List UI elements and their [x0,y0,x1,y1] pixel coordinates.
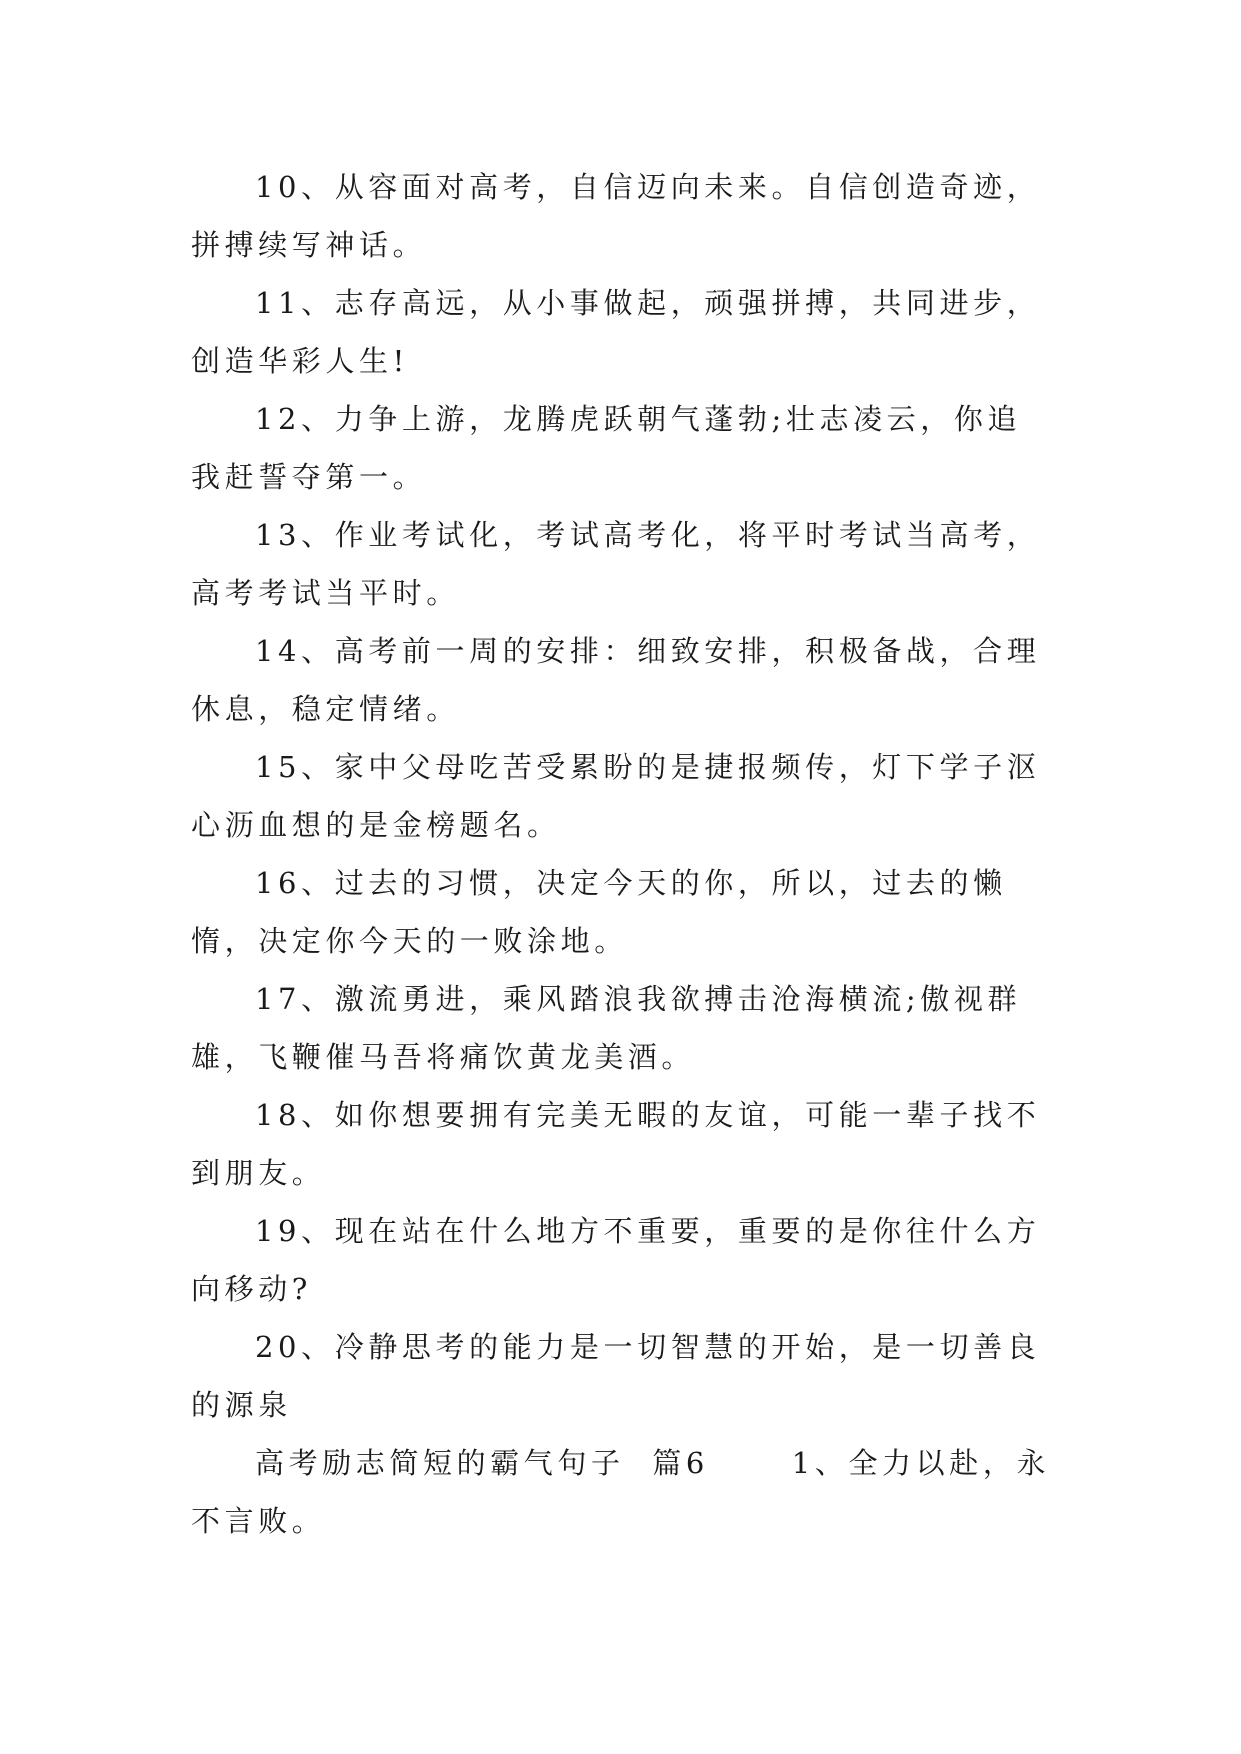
section-heading-paragraph: 高考励志简短的霸气句子 篇6 1、全力以赴，永不言败。 [191,1446,1051,1538]
paragraph-13: 13、作业考试化，考试高考化，将平时考试当高考，高考考试当平时。 [191,518,1041,610]
paragraph-20: 20、冷静思考的能力是一切智慧的开始，是一切善良的源泉 [191,1330,1041,1422]
paragraph-11: 11、志存高远，从小事做起，顽强拼搏，共同进步，创造华彩人生! [191,286,1041,378]
paragraph-18: 18、如你想要拥有完美无暇的友谊，可能一辈子找不到朋友。 [191,1098,1041,1190]
paragraph-10: 10、从容面对高考，自信迈向未来。自信创造奇迹，拼搏续写神话。 [191,170,1041,262]
paragraph-16: 16、过去的习惯，决定今天的你，所以，过去的懒惰，决定你今天的一败涂地。 [191,866,1007,958]
paragraph-17: 17、激流勇进，乘风踏浪我欲搏击沧海横流;傲视群雄，飞鞭催马吾将痛饮黄龙美酒。 [191,982,1022,1074]
paragraph-12: 12、力争上游，龙腾虎跃朝气蓬勃;壮志凌云，你追我赶誓夺第一。 [191,402,1022,494]
paragraph-19: 19、现在站在什么地方不重要，重要的是你往什么方向移动? [191,1214,1041,1306]
paragraph-15: 15、家中父母吃苦受累盼的是捷报频传，灯下学子沤心沥血想的是金榜题名。 [191,750,1041,842]
paragraph-14: 14、高考前一周的安排：细致安排，积极备战，合理休息，稳定情绪。 [191,634,1041,726]
document-body [191,158,1051,1550]
